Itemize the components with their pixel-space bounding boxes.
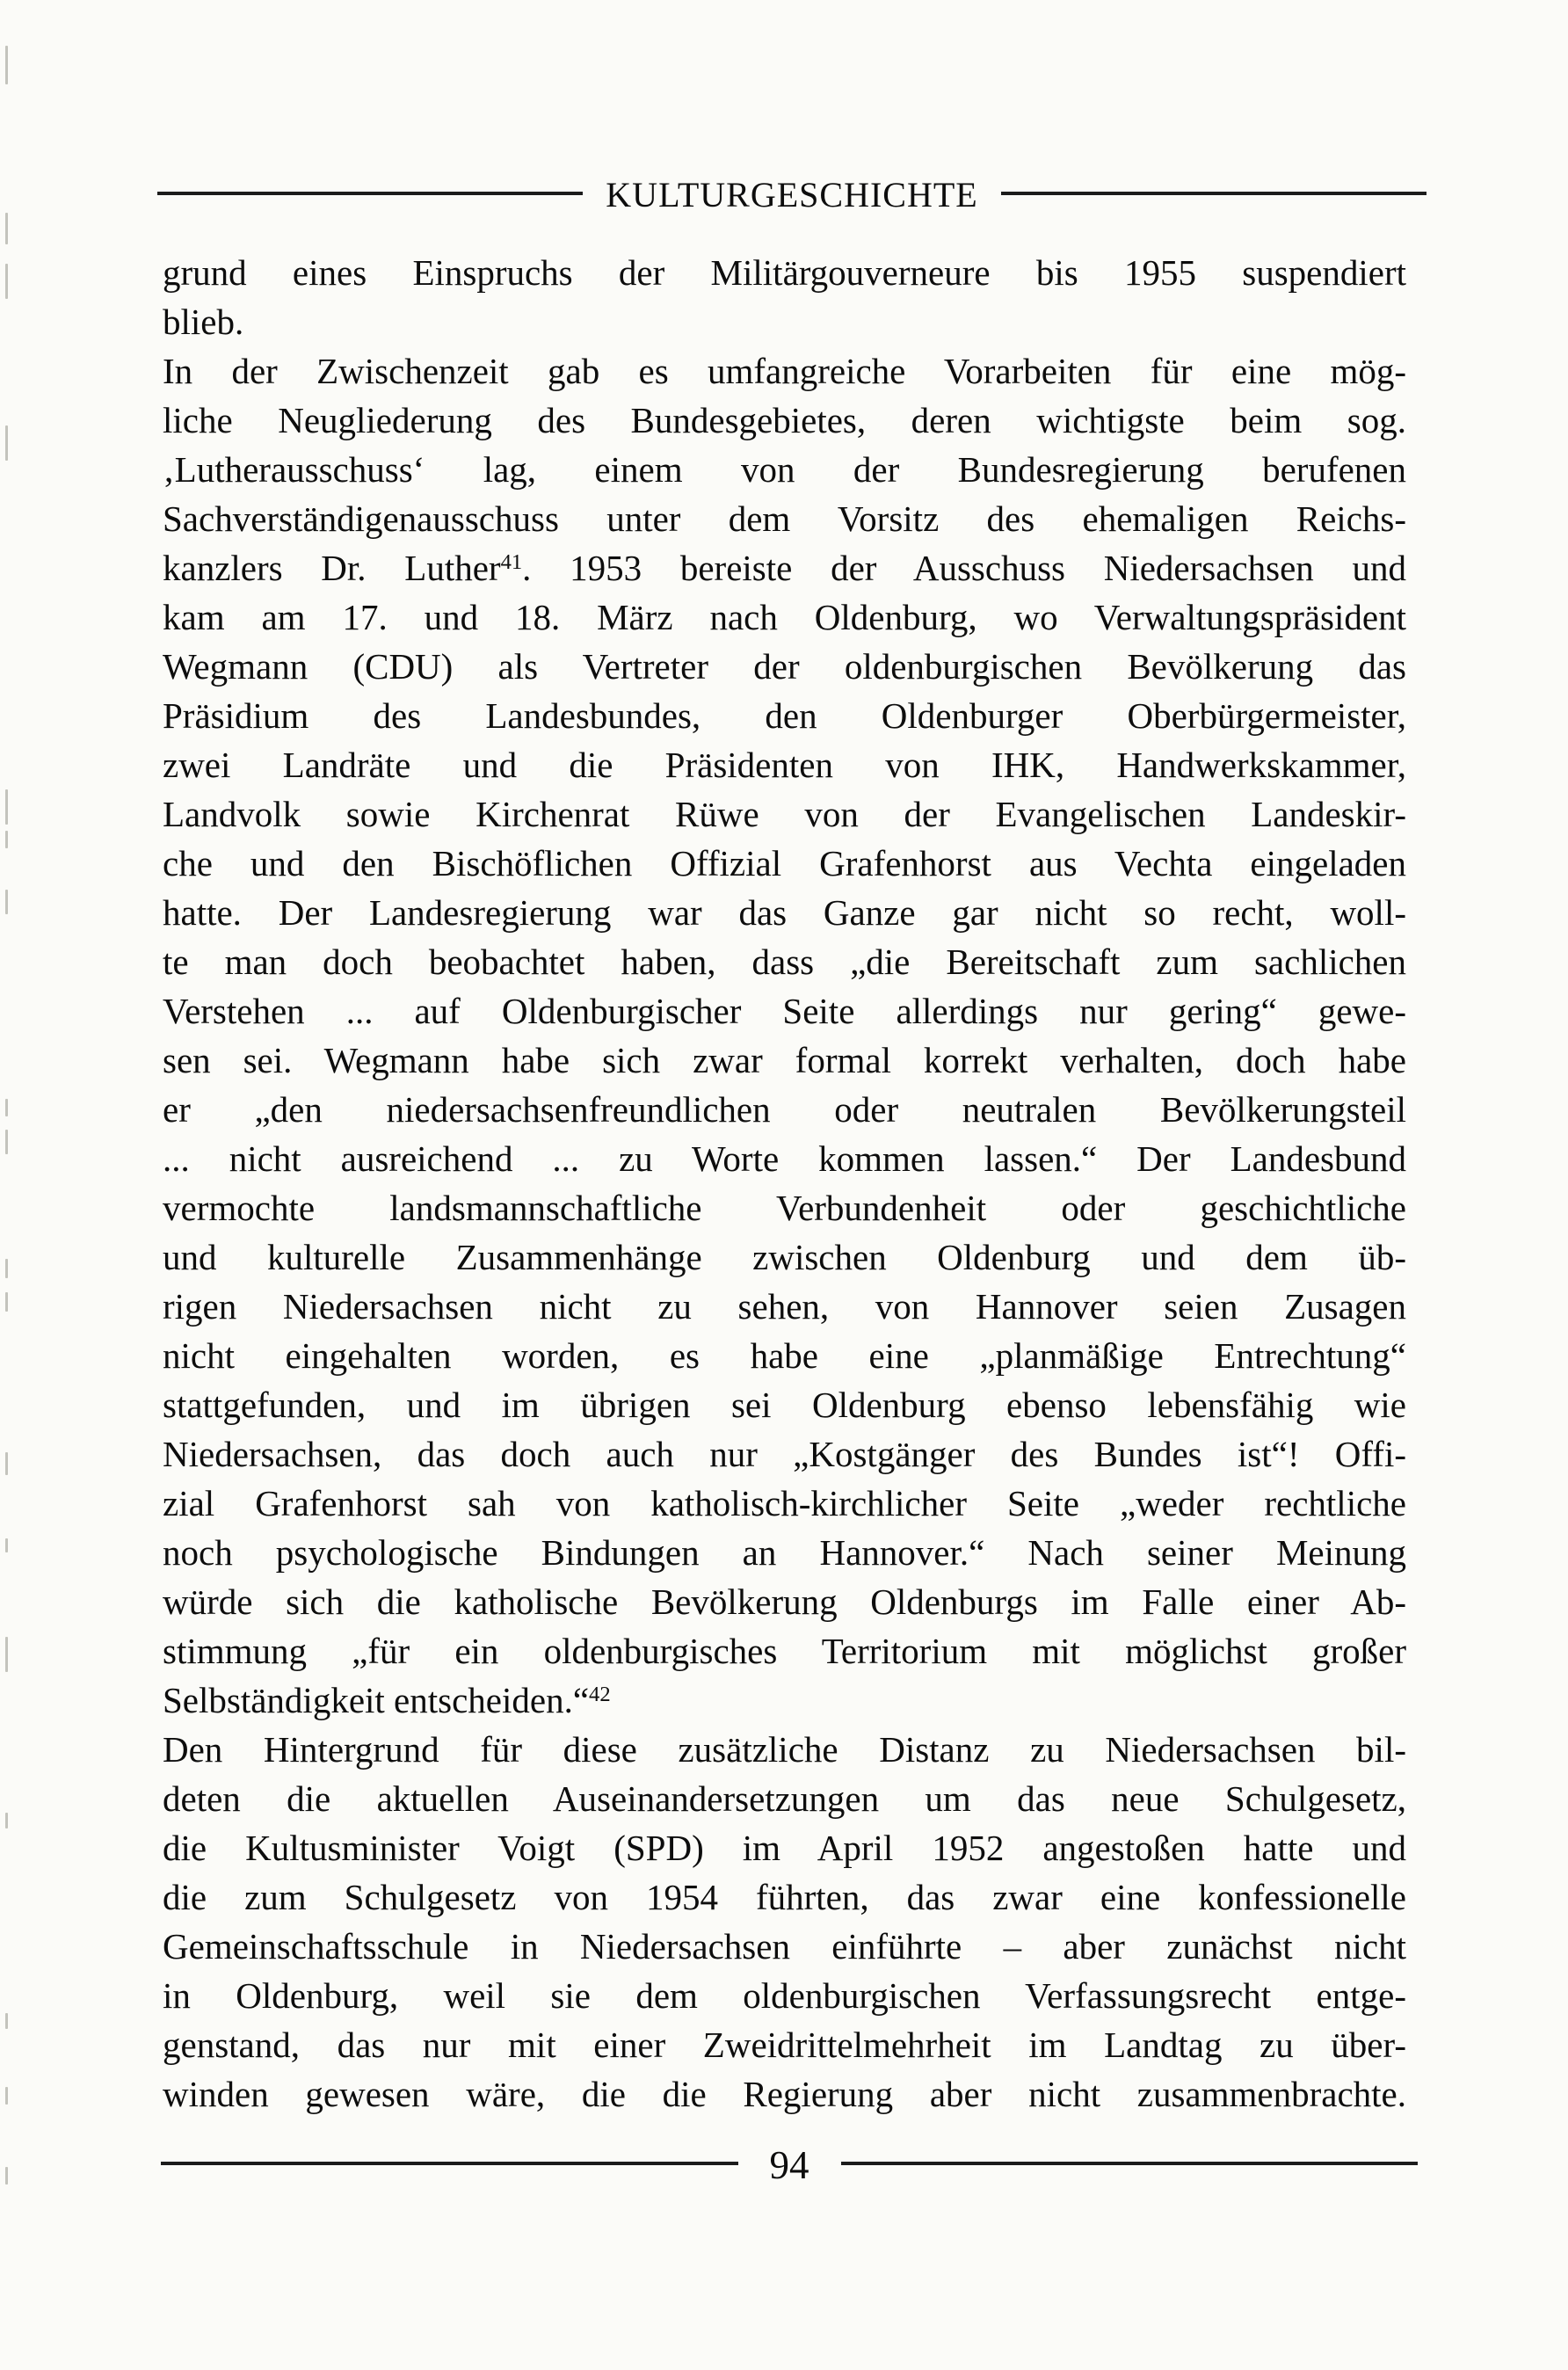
- scan-artifact: [5, 264, 8, 299]
- text-line: Landvolk sowie Kirchenrat Rüwe von der Evangelischen Landeskir-: [163, 794, 1406, 834]
- footnote-reference: 41: [500, 550, 523, 575]
- header-rule-left: [157, 192, 583, 195]
- scan-artifact: [5, 2013, 8, 2029]
- text-line: ‚Lutherausschuss‘ lag, einem von der Bundesregierung berufenen: [163, 449, 1406, 490]
- text-line: sen sei. Wegmann habe sich zwar formal korrekt verhalten, doch habe: [163, 1040, 1406, 1080]
- scan-artifact: [5, 1259, 8, 1278]
- text-line: winden gewesen wäre, die die Regierung aber nicht zusammenbrachte.: [163, 2074, 1406, 2114]
- scan-artifact: [5, 1452, 8, 1475]
- text-line: er „den niedersachsenfreundlichen oder neutralen Bevölkerungsteil: [163, 1089, 1406, 1130]
- text-line: te man doch beobachtet haben, dass „die Bereitschaft zum sachlichen: [163, 941, 1406, 982]
- text-line: [163, 1676, 1406, 1725]
- text-line: nicht eingehalten worden, es habe eine „planmäßige Entrechtung“: [163, 1335, 1406, 1376]
- footer-rule-right: [841, 2162, 1419, 2165]
- text-line: zwei Landräte und die Präsidenten von IHK, Handwerkskammer,: [163, 745, 1406, 785]
- footer-rule-left: [161, 2162, 738, 2165]
- text-line: genstand, das nur mit einer Zweidrittelmehrheit im Landtag zu über-: [163, 2025, 1406, 2065]
- scan-artifact: [5, 425, 8, 461]
- body-text: [163, 248, 1406, 2119]
- text-line: rigen Niedersachsen nicht zu sehen, von Hannover seien Zusagen: [163, 1286, 1406, 1327]
- text-segment: . 1953 bereiste der Ausschuss Niedersachsen und: [522, 548, 1406, 588]
- page-header-title: KULTURGESCHICHTE: [606, 175, 978, 214]
- text-line: würde sich die katholische Bevölkerung Oldenburgs im Falle einer Ab-: [163, 1581, 1406, 1622]
- header-rule-right: [1001, 192, 1426, 195]
- text-line: vermochte landsmannschaftliche Verbundenheit oder geschichtliche: [163, 1188, 1406, 1228]
- text-line: die zum Schulgesetz von 1954 führten, das zwar eine konfessionelle: [163, 1877, 1406, 1917]
- text-line: grund eines Einspruchs der Militärgouverneure bis 1955 suspendiert: [163, 252, 1406, 293]
- text-segment: Selbständigkeit entscheiden.“: [163, 1680, 590, 1720]
- text-line: die Kultusminister Voigt (SPD) im April 1952 angestoßen hatte und: [163, 1828, 1406, 1868]
- text-line: Gemeinschaftsschule in Niedersachsen einführte – aber zunächst nicht: [163, 1926, 1406, 1967]
- scan-artifact: [5, 1099, 8, 1116]
- page-footer: [161, 2140, 1418, 2187]
- scan-artifact: [5, 2167, 8, 2185]
- scan-artifact: [5, 2087, 8, 2105]
- text-line: ... nicht ausreichend ... zu Worte kommen lassen.“ Der Landesbund: [163, 1138, 1406, 1179]
- scan-artifact: [5, 831, 8, 848]
- page-number: 94: [769, 2142, 809, 2187]
- text-line: stattgefunden, und im übrigen sei Oldenburg ebenso lebensfähig wie: [163, 1385, 1406, 1425]
- scan-artifact: [5, 1637, 8, 1672]
- scan-artifact: [5, 1538, 8, 1552]
- text-line: zial Grafenhorst sah von katholisch-kirchlicher Seite „weder rechtliche: [163, 1483, 1406, 1523]
- text-line: Den Hintergrund für diese zusätzliche Distanz zu Niedersachsen bil-: [163, 1729, 1406, 1770]
- text-line: Präsidium des Landesbundes, den Oldenburger Oberbürgermeister,: [163, 695, 1406, 736]
- text-line: noch psychologische Bindungen an Hannover.“ Nach seiner Meinung: [163, 1532, 1406, 1573]
- text-line: In der Zwischenzeit gab es umfangreiche Vorarbeiten für eine mög-: [163, 351, 1406, 391]
- footnote-reference: 42: [589, 1683, 611, 1707]
- text-line: hatte. Der Landesregierung war das Ganze gar nicht so recht, woll-: [163, 892, 1406, 933]
- text-line: Sachverständigenausschuss unter dem Vorsitz des ehemaligen Reichs-: [163, 498, 1406, 539]
- text-line: stimmung „für ein oldenburgisches Territorium mit möglichst großer: [163, 1631, 1406, 1671]
- running-header: [157, 172, 1426, 214]
- scan-artifact: [5, 890, 8, 914]
- scan-artifact: [5, 1292, 8, 1312]
- text-segment: kanzlers Dr. Luther: [163, 548, 501, 588]
- text-line: che und den Bischöflichen Offizial Grafenhorst aus Vechta eingeladen: [163, 843, 1406, 883]
- scan-artifact: [5, 46, 8, 84]
- scan-artifact: [5, 213, 8, 244]
- text-line: und kulturelle Zusammenhänge zwischen Oldenburg und dem üb-: [163, 1237, 1406, 1277]
- scan-artifact: [5, 789, 8, 825]
- text-line: liche Neugliederung des Bundesgebietes, deren wichtigste beim sog.: [163, 400, 1406, 440]
- text-line: kam am 17. und 18. März nach Oldenburg, wo Verwaltungspräsident: [163, 597, 1406, 637]
- text-line: deten die aktuellen Auseinandersetzungen um das neue Schulgesetz,: [163, 1778, 1406, 1819]
- text-line: [163, 543, 1406, 592]
- text-line: blieb.: [163, 302, 244, 342]
- scan-artifact: [5, 1813, 8, 1828]
- text-line: in Oldenburg, weil sie dem oldenburgischen Verfassungsrecht entge-: [163, 1975, 1406, 2016]
- scan-artifact: [5, 1130, 8, 1154]
- text-line: Niedersachsen, das doch auch nur „Kostgänger des Bundes ist“! Offi-: [163, 1434, 1406, 1474]
- text-line: Verstehen ... auf Oldenburgischer Seite allerdings nur gering“ gewe-: [163, 991, 1406, 1031]
- text-line: Wegmann (CDU) als Vertreter der oldenburgischen Bevölkerung das: [163, 646, 1406, 687]
